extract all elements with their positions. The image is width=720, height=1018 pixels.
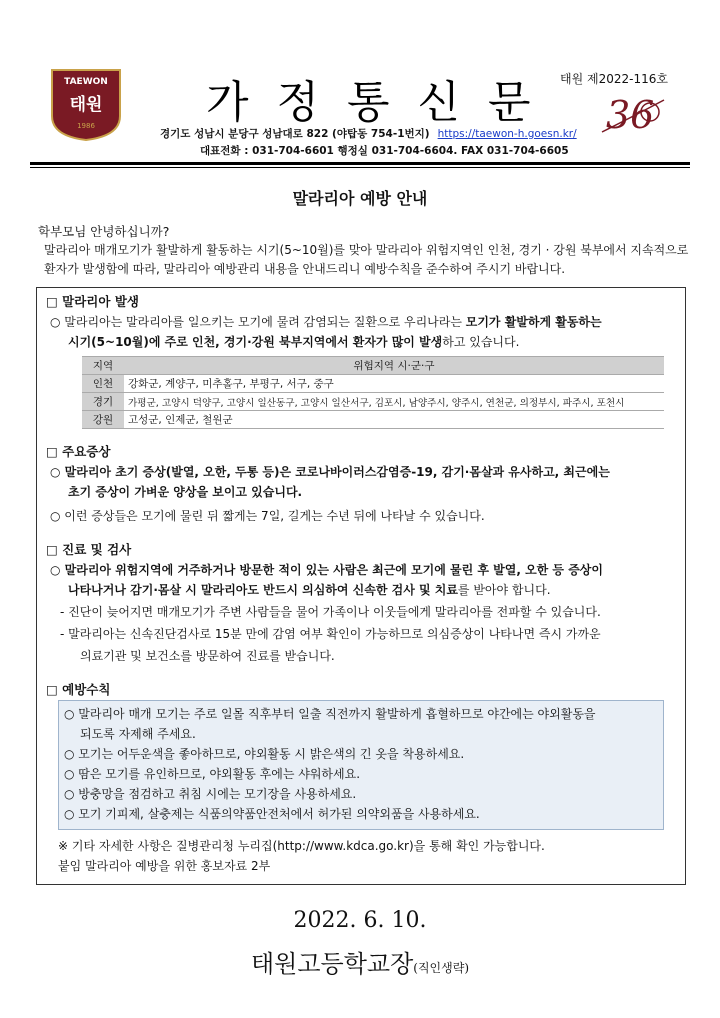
logo-top-text: TAEWON	[64, 77, 108, 87]
prevention-item: 되도록 자제해 주세요.	[80, 727, 196, 741]
diagnosis-line-d: - 말라리아는 신속진단검사로 15분 만에 감염 여부 확인이 가능하므로 의심증상이 나타나면 즉시 가까운	[60, 627, 601, 641]
header-divider	[30, 162, 690, 165]
outbreak-bold-b: 시기(5~10월)에 주로 인천, 경기·강원 북부지역에서 환자가 많이 발생	[68, 335, 443, 349]
school-principal	[0, 944, 720, 979]
areas-cell: 강화군, 계양구, 미추홀구, 부평구, 서구, 중구	[124, 375, 664, 393]
region-cell: 경기	[82, 393, 124, 411]
table-row	[82, 393, 664, 411]
outbreak-text-b: 하고 있습니다.	[442, 335, 520, 349]
page-title: 가정통신문	[206, 77, 559, 128]
symptoms-line-c: ○ 이런 증상들은 모기에 물린 뒤 짧게는 7일, 길게는 수년 뒤에 나타날 수 있습니다.	[50, 509, 485, 523]
table-row	[82, 411, 664, 429]
region-cell: 강원	[82, 411, 124, 429]
outbreak-line-a	[50, 312, 602, 332]
intro-paragraph: 말라리아 매개모기가 활발하게 활동하는 시기(5~10월)를 맞아 말라리아 위험지역인 인천, 경기 · 강원 북부에서 지속적으로 환자가 발생함에 따라, 말라리아 예방관리 내용을 안내드리니 예방수칙을 준수하여 주시기 바랍니다.	[44, 243, 689, 276]
prevention-item: ○ 땀은 모기를 유인하므로, 야외활동 후에는 샤워하세요.	[64, 767, 361, 781]
diagnosis-text-b: 를 받아야 합니다.	[457, 583, 551, 597]
outbreak-text-a: ○ 말라리아는 말라리아를 일으키는 모기에 물려 감염되는 질환으로 우리나라는	[50, 315, 466, 329]
contact-phone: 대표전화 : 031-704-6601 행정실 031-704-6604. FAX 031-704-6605	[200, 145, 569, 157]
principal-title: 태원고등학교장	[250, 950, 414, 978]
col-areas-header: 위험지역 시·군·구	[124, 357, 664, 375]
diagnosis-bold-b: 나타나거나 감기·몸살 시 말라리아도 반드시 의심하여 신속한 검사 및 치료	[68, 583, 458, 597]
section-heading-prevention: □ 예방수칙	[46, 682, 111, 697]
areas-cell: 고성군, 인제군, 철원군	[124, 411, 664, 429]
outbreak-bold-a: 모기가 활발하게 활동하는	[465, 315, 602, 329]
diagnosis-line-e: 의료기관 및 보건소를 방문하여 진료를 받습니다.	[80, 649, 335, 663]
section-heading-outbreak: □ 말라리아 발생	[46, 294, 139, 309]
prevention-item: ○ 말라리아 매개 모기는 주로 일몰 직후부터 일출 직전까지 활발하게 흡혈하므로 야간에는 야외활동을	[64, 707, 596, 721]
section-heading-diagnosis: □ 진료 및 검사	[46, 542, 132, 557]
diagnosis-line-a: ○ 말라리아 위험지역에 거주하거나 방문한 적이 있는 사람은 최근에 모기에 물린 후 발열, 오한 등 증상이	[50, 563, 603, 577]
areas-cell: 가평군, 고양시 덕양구, 고양시 일산동구, 고양시 일산서구, 김포시, 남양주시, 양주시, 연천군, 의정부시, 파주시, 포천시	[124, 393, 664, 411]
outbreak-line-b	[68, 332, 519, 352]
diagnosis-line-c: - 진단이 늦어지면 매개모기가 주변 사람들을 물어 가족이나 이웃들에게 말라리아를 전파할 수 있습니다.	[60, 605, 601, 619]
symptoms-line-a: ○ 말라리아 초기 증상(발열, 오한, 두통 등)은 코로나바이러스감염증-19, 감기·몸살과 유사하고, 최근에는	[50, 465, 610, 479]
document-title: 말라리아 예방 안내	[292, 189, 428, 208]
address-text: 경기도 성남시 분당구 성남대로 822 (야탑동 754-1번지)	[160, 128, 430, 140]
symptoms-line-b: 초기 증상이 가벼운 양상을 보이고 있습니다.	[68, 485, 303, 499]
prevention-item: ○ 방충망을 점검하고 취침 시에는 모기장을 사용하세요.	[64, 787, 357, 801]
prevention-item: ○ 모기는 어두운색을 좋아하므로, 야외활동 시 밝은색의 긴 옷을 착용하세요.	[64, 747, 465, 761]
section-heading-symptoms: □ 주요증상	[46, 444, 111, 459]
logo-year-text: 1986	[77, 122, 95, 130]
info-note: ※ 기타 자세한 사항은 질병관리청 누리집(http://www.kdca.go.kr)을 통해 확인 가능합니다.	[58, 839, 545, 853]
header-divider-thin	[30, 167, 690, 168]
school-logo	[48, 66, 124, 142]
risk-region-table	[82, 356, 664, 429]
attachment-note: 붙임 말라리아 예방을 위한 홍보자료 2부	[58, 859, 271, 873]
school-url-link[interactable]: https://taewon-h.goesn.kr/	[437, 128, 577, 140]
prevention-item: ○ 모기 기피제, 살충제는 식품의약품안전처에서 허가된 의약외품을 사용하세요.	[64, 807, 480, 821]
issue-number: 태원 제2022-116호	[560, 72, 668, 86]
table-header-row	[82, 357, 664, 375]
table-row	[82, 375, 664, 393]
issue-date: 2022. 6. 10.	[293, 908, 427, 933]
diagnosis-line-b	[68, 580, 551, 600]
col-region-header: 지역	[82, 357, 124, 375]
anniversary-emblem	[600, 88, 666, 138]
region-cell: 인천	[82, 375, 124, 393]
school-address	[160, 126, 577, 141]
logo-middle-text: 태원	[69, 95, 103, 115]
anniversary-number: 36	[606, 93, 655, 137]
greeting: 학부모님 안녕하십니까?	[38, 224, 170, 239]
seal-note: (직인생략)	[413, 961, 470, 975]
